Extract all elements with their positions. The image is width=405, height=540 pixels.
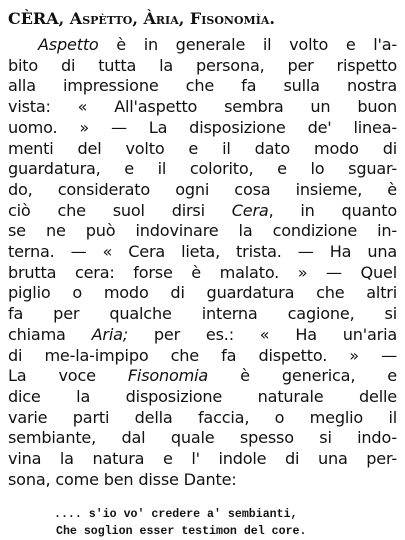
entry-heading (8, 8, 397, 30)
body-line: se ne può indovinare la condizione in- (8, 221, 397, 241)
body-line: piglio o modo di guardatura che altri (8, 283, 397, 303)
body-line: ciò che suol dirsi Cera, in quanto (8, 200, 397, 220)
emphasis-term: Aspetto (38, 35, 99, 54)
body-line: uomo. » — La disposizione de' linea- (8, 117, 397, 137)
body-line: terna. — « Cera lieta, trista. — Ha una (8, 242, 397, 262)
body-line: chiama Aria; per es.: « Ha un'aria (8, 324, 398, 344)
body-line: La voce Fisonomia è generica, e (8, 366, 397, 386)
body-line: brutta cera: forse è malato. » — Quel (8, 262, 397, 282)
body-line: sembiante, dal quale spesso si indo- (8, 428, 397, 448)
emphasis-term: Cera (231, 200, 269, 220)
body-line: vista: « All'aspetto sembra un buon (8, 97, 397, 117)
heading-word-cera: CÈRA (8, 9, 59, 28)
quotation-line: Che soglion esser testimon del core. (56, 525, 307, 539)
body-line: vina la natura e l' indole di una per- (8, 449, 397, 469)
body-line: varie parti della faccia, o meglio il (8, 407, 397, 427)
body-line: di me-la-impipo che fa dispetto. » — (8, 345, 397, 365)
emphasis-term: Aria; (91, 324, 128, 344)
heading-word-aria: Ària (143, 9, 179, 28)
body-line: alla impressione che fa sulla nostra (8, 76, 397, 96)
heading-separator: , (178, 9, 190, 28)
dante-quotation (8, 506, 397, 540)
emphasis-term: Fisonomia (127, 366, 209, 386)
body-line: fa per qualche interna cagione, si (8, 304, 397, 324)
body-line: Aspetto è in generale il volto e l'a- (38, 35, 397, 54)
body-line: do, considerato ogni cosa insieme, è (8, 179, 397, 199)
heading-separator: , (132, 9, 144, 28)
heading-period: . (269, 9, 275, 28)
body-line: guardatura, e il colorito, e lo sguar- (8, 159, 397, 179)
body-line: menti del volto e il dato modo di (8, 138, 397, 158)
heading-word-aspetto: Aspètto (69, 9, 133, 28)
entry-body (8, 35, 397, 490)
quotation-line: .... s'io vo' credere a' sembianti, (54, 508, 298, 522)
heading-separator: , (58, 9, 70, 28)
heading-word-fisonomia: Fisonomìa (189, 9, 270, 28)
body-line: bito di tutta la persona, per rispetto (8, 55, 397, 75)
body-line: sona, come ben disse Dante: (8, 469, 237, 489)
body-line: dice la disposizione naturale delle (8, 386, 397, 406)
